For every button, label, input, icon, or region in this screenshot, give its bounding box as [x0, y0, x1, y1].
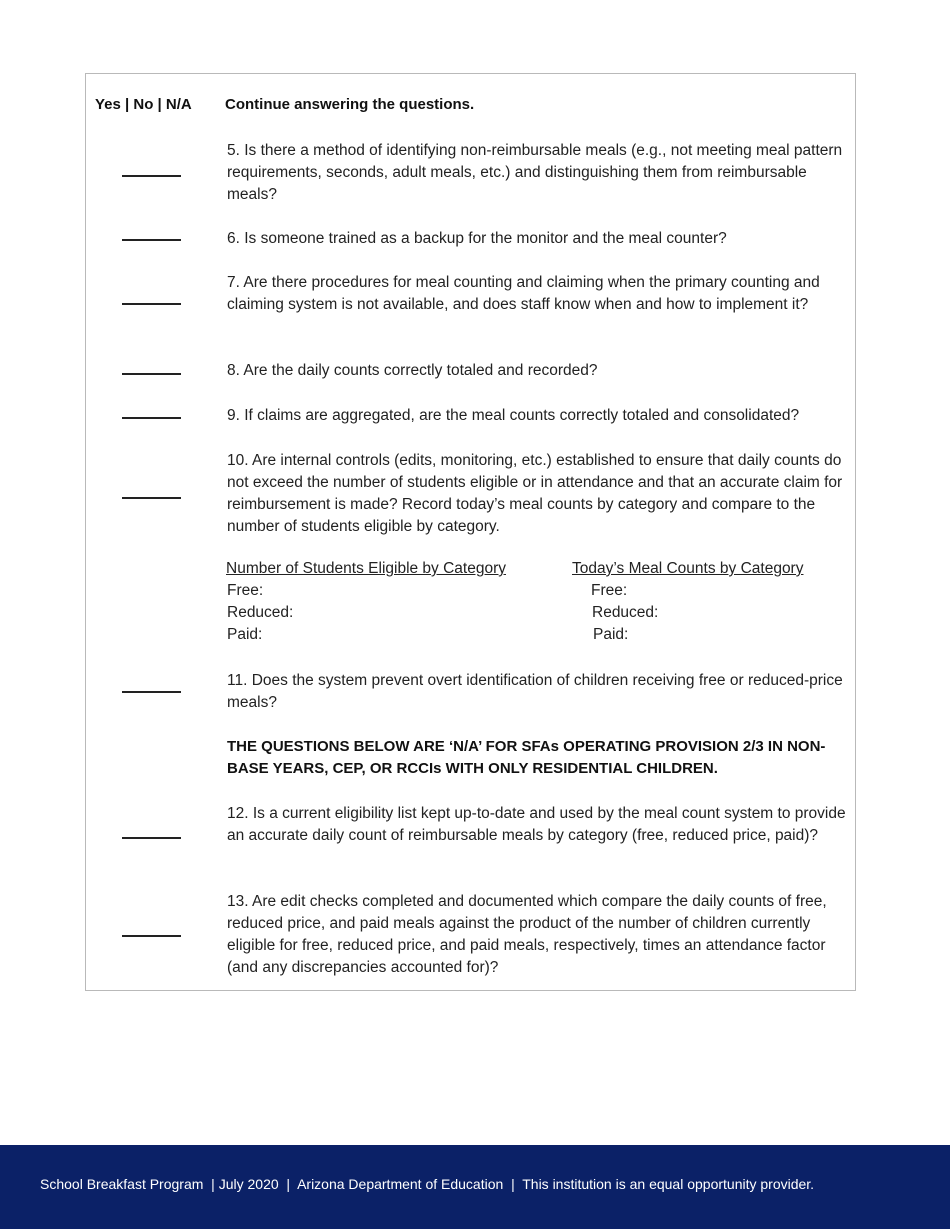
answer-blank-q9[interactable]: [122, 417, 181, 419]
eligible-paid-label: Paid:: [227, 626, 263, 643]
answer-blank-q11[interactable]: [122, 691, 181, 693]
instruction-heading: Continue answering the questions.: [225, 96, 475, 113]
question-5: 5. Is there a method of identifying non-reimbursable meals (e.g., not meeting meal pattern requirements, seconds, adult meals, etc.) and distinguishing them from reimbursable meals?: [227, 142, 843, 203]
meal-counts-heading: Today’s Meal Counts by Category: [572, 560, 804, 577]
eligible-category-heading: Number of Students Eligible by Category: [226, 560, 507, 577]
question-10: 10. Are internal controls (edits, monitoring, etc.) established to ensure that daily counts do not exceed the number of students eligible or in attendance and that an accurate claim for reimbursement is made? Record today’s meal counts by category and compare to the number of students eligible by category.: [227, 452, 843, 535]
answer-blank-q12[interactable]: [122, 837, 181, 839]
question-6: 6. Is someone trained as a backup for the monitor and the meal counter?: [227, 230, 727, 247]
page-footer: [0, 1145, 950, 1229]
footer-text: School Breakfast Program | July 2020 | Arizona Department of Education | This institution is an equal opportunity provider.: [40, 1176, 815, 1192]
count-free-label: Free:: [591, 582, 628, 599]
question-13: 13. Are edit checks completed and documented which compare the daily counts of free, reduced price, and paid meals against the product of the number of children currently eligible for free, reduced price, and paid meals, respectively, times an attendance factor (and any discrepancies accounted for)?: [227, 893, 827, 976]
answer-blank-q8[interactable]: [122, 373, 181, 375]
answer-column-header: Yes | No | N/A: [95, 96, 192, 113]
eligible-free-label: Free:: [227, 582, 264, 599]
answer-blank-q10[interactable]: [122, 497, 181, 499]
question-8: 8. Are the daily counts correctly totaled and recorded?: [227, 362, 598, 379]
count-reduced-label: Reduced:: [592, 604, 659, 621]
na-provision-note: THE QUESTIONS BELOW ARE ‘N/A’ FOR SFAs OPERATING PROVISION 2/3 IN NON-BASE YEARS, CEP, OR RCCIs WITH ONLY RESIDENTIAL CHILDREN.: [227, 738, 826, 777]
answer-blank-q6[interactable]: [122, 239, 181, 241]
count-paid-label: Paid:: [593, 626, 629, 643]
answer-blank-q7[interactable]: [122, 303, 181, 305]
question-12: 12. Is a current eligibility list kept up-to-date and used by the meal count system to provide an accurate daily count of reimbursable meals by category (free, reduced price, paid)?: [227, 805, 846, 844]
eligible-reduced-label: Reduced:: [227, 604, 294, 621]
answer-blank-q13[interactable]: [122, 935, 181, 937]
question-7: 7. Are there procedures for meal counting and claiming when the primary counting and claiming system is not available, and does staff know when and how to implement it?: [227, 274, 820, 313]
answer-blank-q5[interactable]: [122, 175, 181, 177]
question-11: 11. Does the system prevent overt identification of children receiving free or reduced-price meals?: [227, 672, 843, 711]
question-9: 9. If claims are aggregated, are the meal counts correctly totaled and consolidated?: [227, 407, 800, 424]
